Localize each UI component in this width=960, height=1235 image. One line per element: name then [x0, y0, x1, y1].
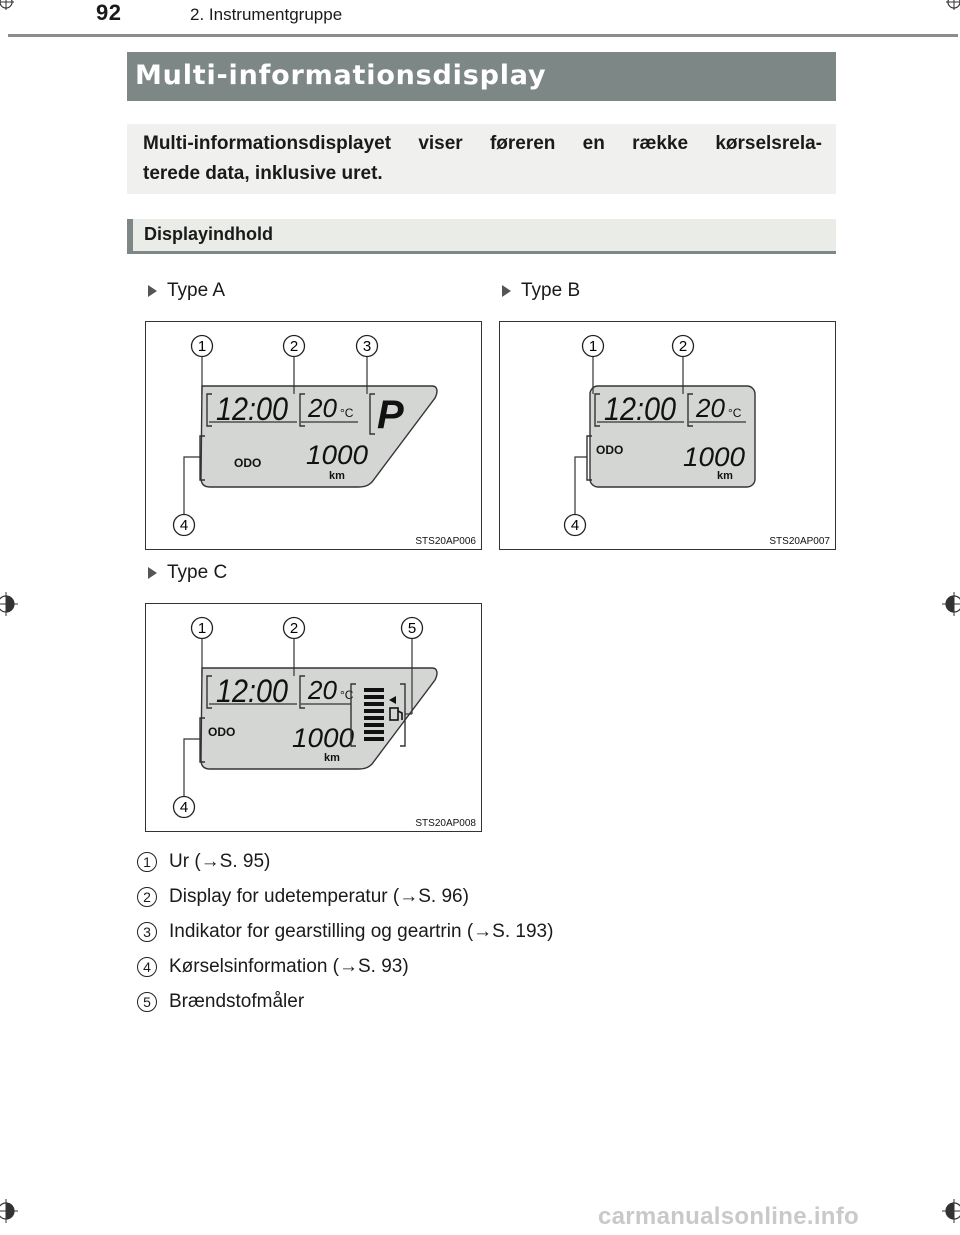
svg-text:1: 1 — [197, 620, 207, 637]
triangle-bullet-icon — [148, 567, 157, 579]
registration-mark-icon — [936, 0, 960, 20]
figure-code: STS20AP007 — [769, 536, 830, 547]
svg-text:2: 2 — [678, 338, 688, 355]
svg-text:2: 2 — [289, 338, 299, 355]
clock-digits: 12:00 — [216, 673, 289, 709]
intro-box — [127, 124, 836, 194]
legend-text: Display for udetemperatur ( — [169, 886, 400, 907]
registration-mark-icon — [942, 592, 960, 616]
callout-5 — [402, 618, 423, 639]
figure-code: STS20AP008 — [415, 818, 476, 829]
triangle-bullet-icon — [148, 285, 157, 297]
odo-label: ODO — [234, 456, 262, 470]
legend-text: Kørselsinformation ( — [169, 956, 339, 977]
page-number: 92 — [96, 0, 122, 25]
type-a-label-text: Type A — [167, 280, 226, 301]
registration-mark-icon — [0, 1199, 18, 1223]
callout-4 — [565, 515, 586, 536]
legend-text: Brændstofmåler — [169, 991, 305, 1012]
callout-1 — [192, 618, 213, 639]
callout-2 — [284, 336, 305, 357]
intro-line-1: Multi-informationsdisplayet viser føreren en række kørselsrela- — [143, 133, 822, 154]
chapter-title: 2. Instrumentgruppe — [190, 5, 343, 24]
arrow-right-icon: → — [399, 886, 419, 907]
gear-indicator: P — [377, 393, 404, 437]
svg-text:4: 4 — [570, 517, 580, 534]
svg-text:3: 3 — [362, 338, 372, 355]
svg-text:2: 2 — [289, 620, 299, 637]
legend-number-badge: 5 — [137, 992, 157, 1012]
subsection-heading — [127, 219, 836, 254]
arrow-right-icon: → — [339, 956, 358, 977]
legend-number-badge: 2 — [137, 887, 157, 907]
svg-text:1: 1 — [588, 338, 598, 355]
legend-page-ref: S. 193) — [492, 921, 554, 942]
figure-type-a — [145, 321, 482, 550]
odo-unit: km — [329, 470, 345, 482]
figure-code: STS20AP006 — [415, 536, 476, 547]
callout-3 — [357, 336, 378, 357]
svg-text:4: 4 — [179, 517, 189, 534]
header-divider — [8, 34, 958, 37]
temp-digits: 20 — [308, 393, 337, 423]
temp-digits: 20 — [696, 393, 725, 423]
subsection-title: Displayindhold — [144, 224, 274, 244]
intro-line-2: terede data, inklusive uret. — [143, 163, 383, 184]
odo-unit: km — [717, 470, 733, 482]
odo-label: ODO — [208, 725, 236, 739]
type-b-label-text: Type B — [521, 280, 581, 301]
registration-mark-icon — [0, 592, 18, 616]
svg-text:1: 1 — [197, 338, 207, 355]
legend-number-badge: 1 — [137, 852, 157, 872]
callout-4 — [174, 515, 195, 536]
legend-text: Indikator for gearstilling og geartrin ( — [169, 921, 474, 942]
legend-item-4 — [137, 956, 409, 978]
clock-digits: 12:00 — [604, 391, 677, 427]
type-b-label — [502, 280, 580, 302]
legend-item-5 — [137, 991, 304, 1013]
type-c-label — [148, 562, 227, 584]
temp-unit: °C — [728, 406, 742, 420]
watermark: carmanualsonline.info — [598, 1203, 860, 1230]
svg-text:4: 4 — [179, 799, 189, 816]
callout-1 — [583, 336, 604, 357]
odo-label: ODO — [596, 443, 624, 457]
odo-digits: 1000 — [292, 723, 354, 753]
callout-2 — [673, 336, 694, 357]
registration-mark-icon — [942, 1199, 960, 1223]
legend-number-badge: 4 — [137, 957, 157, 977]
legend-item-3 — [137, 921, 553, 943]
legend-item-1 — [137, 851, 270, 873]
legend-item-2 — [137, 886, 469, 908]
type-c-label-text: Type C — [167, 562, 228, 583]
legend-page-ref: S. 96) — [418, 886, 469, 907]
figure-type-c — [145, 603, 482, 832]
section-title-bar — [127, 52, 836, 101]
arrow-right-icon: → — [473, 921, 493, 942]
odo-digits: 1000 — [683, 442, 745, 472]
legend-text: Ur ( — [169, 851, 201, 872]
legend-page-ref: S. 95) — [219, 851, 271, 872]
svg-text:5: 5 — [407, 620, 417, 637]
callout-1 — [192, 336, 213, 357]
callout-2 — [284, 618, 305, 639]
triangle-bullet-icon — [502, 285, 511, 297]
figure-type-b — [499, 321, 836, 550]
legend-page-ref: S. 93) — [358, 956, 409, 977]
clock-digits: 12:00 — [216, 391, 289, 427]
legend-number-badge: 3 — [137, 922, 157, 942]
callout-4 — [174, 797, 195, 818]
odo-digits: 1000 — [306, 440, 368, 470]
registration-mark-icon — [0, 0, 24, 20]
temp-digits: 20 — [308, 675, 337, 705]
odo-unit: km — [324, 752, 340, 764]
temp-unit: °C — [340, 406, 354, 420]
temp-unit: °C — [340, 688, 354, 702]
type-a-label — [148, 280, 225, 302]
arrow-right-icon: → — [200, 851, 220, 872]
page-title: Multi-informationsdisplay — [135, 60, 547, 91]
